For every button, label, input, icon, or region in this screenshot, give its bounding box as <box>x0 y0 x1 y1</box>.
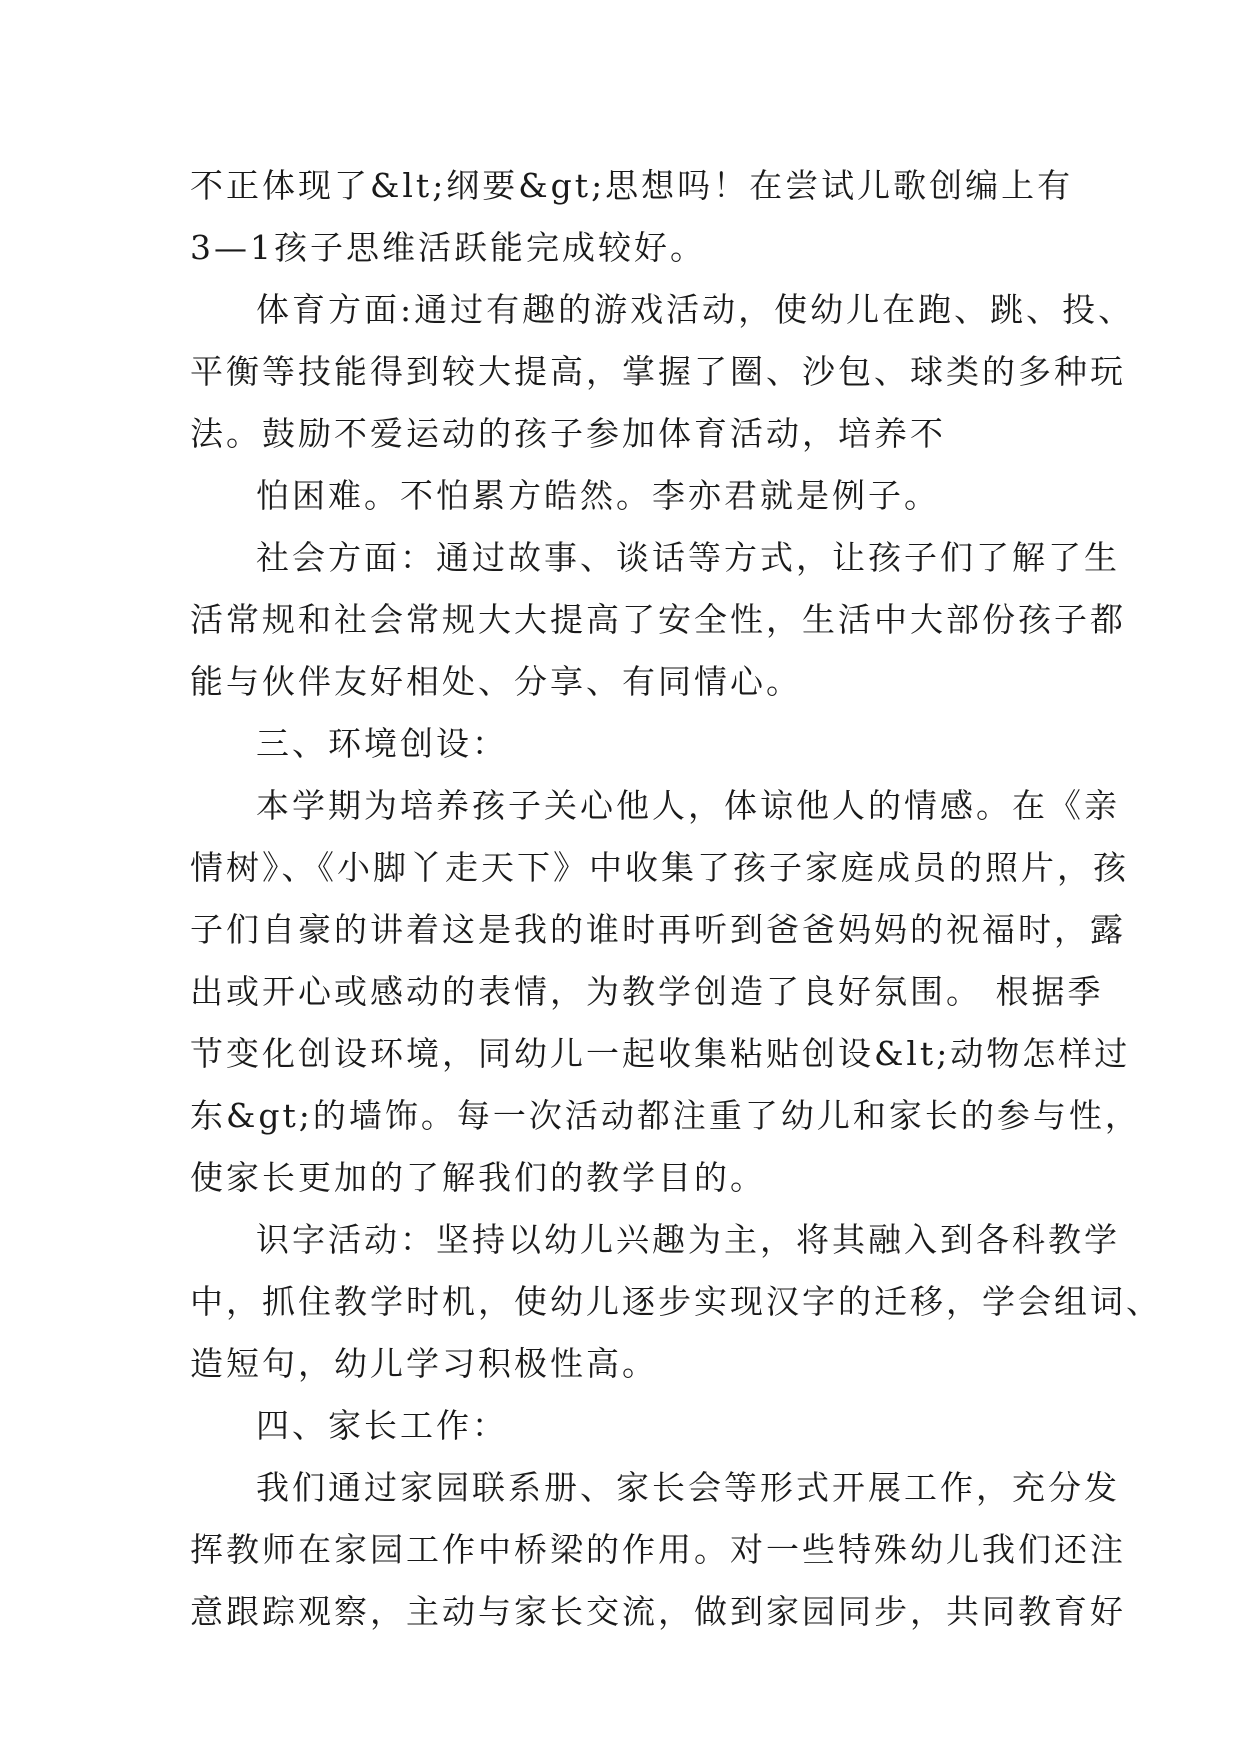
text-line-4: 平衡等技能得到较大提高，掌握了圈、沙包、球类的多种玩 <box>190 352 1126 391</box>
text-line-6: 怕困难。不怕累方皓然。李亦君就是例子。 <box>256 476 940 515</box>
text-line-1: 不正体现了&lt;纲要&gt;思想吗！在尝试儿歌创编上有 <box>190 166 1074 205</box>
text-line-18: 识字活动：坚持以幼儿兴趣为主，将其融入到各科教学 <box>256 1220 1120 1259</box>
text-line-14: 出或开心或感动的表情，为教学创造了良好氛围。 根据季 <box>190 972 1104 1011</box>
text-line-22: 我们通过家园联系册、家长会等形式开展工作，充分发 <box>256 1468 1120 1507</box>
section-heading-environment: 三、环境创设： <box>256 724 508 763</box>
section-heading-parents: 四、家长工作： <box>256 1406 508 1445</box>
text-line-24: 意跟踪观察，主动与家长交流，做到家园同步，共同教育好 <box>190 1592 1126 1631</box>
text-line-8: 活常规和社会常规大大提高了安全性，生活中大部份孩子都 <box>190 600 1126 639</box>
text-line-7: 社会方面：通过故事、谈话等方式，让孩子们了解了生 <box>256 538 1120 577</box>
text-line-13: 子们自豪的讲着这是我的谁时再听到爸爸妈妈的祝福时，露 <box>190 910 1126 949</box>
text-line-3: 体育方面:通过有趣的游戏活动，使幼儿在跑、跳、投、 <box>256 290 1135 329</box>
text-line-20: 造短句，幼儿学习积极性高。 <box>190 1344 658 1383</box>
text-line-9: 能与伙伴友好相处、分享、有同情心。 <box>190 662 802 701</box>
text-line-17: 使家长更加的了解我们的教学目的。 <box>190 1158 766 1197</box>
text-line-11: 本学期为培养孩子关心他人，体谅他人的情感。在《亲 <box>256 786 1120 825</box>
text-line-5: 法。鼓励不爱运动的孩子参加体育活动，培养不 <box>190 414 946 453</box>
text-line-19: 中，抓住教学时机，使幼儿逐步实现汉字的迁移，学会组词、 <box>190 1282 1162 1321</box>
text-line-12: 情树》、《小脚丫走天下》中收集了孩子家庭成员的照片，孩 <box>190 848 1129 887</box>
text-line-2: 3—1孩子思维活跃能完成较好。 <box>190 228 706 267</box>
text-line-23: 挥教师在家园工作中桥梁的作用。对一些特殊幼儿我们还注 <box>190 1530 1126 1569</box>
text-line-16: 东&gt;的墙饰。每一次活动都注重了幼儿和家长的参与性， <box>190 1096 1141 1135</box>
text-line-15: 节变化创设环境，同幼儿一起收集粘贴创设&lt;动物怎样过 <box>190 1034 1131 1073</box>
